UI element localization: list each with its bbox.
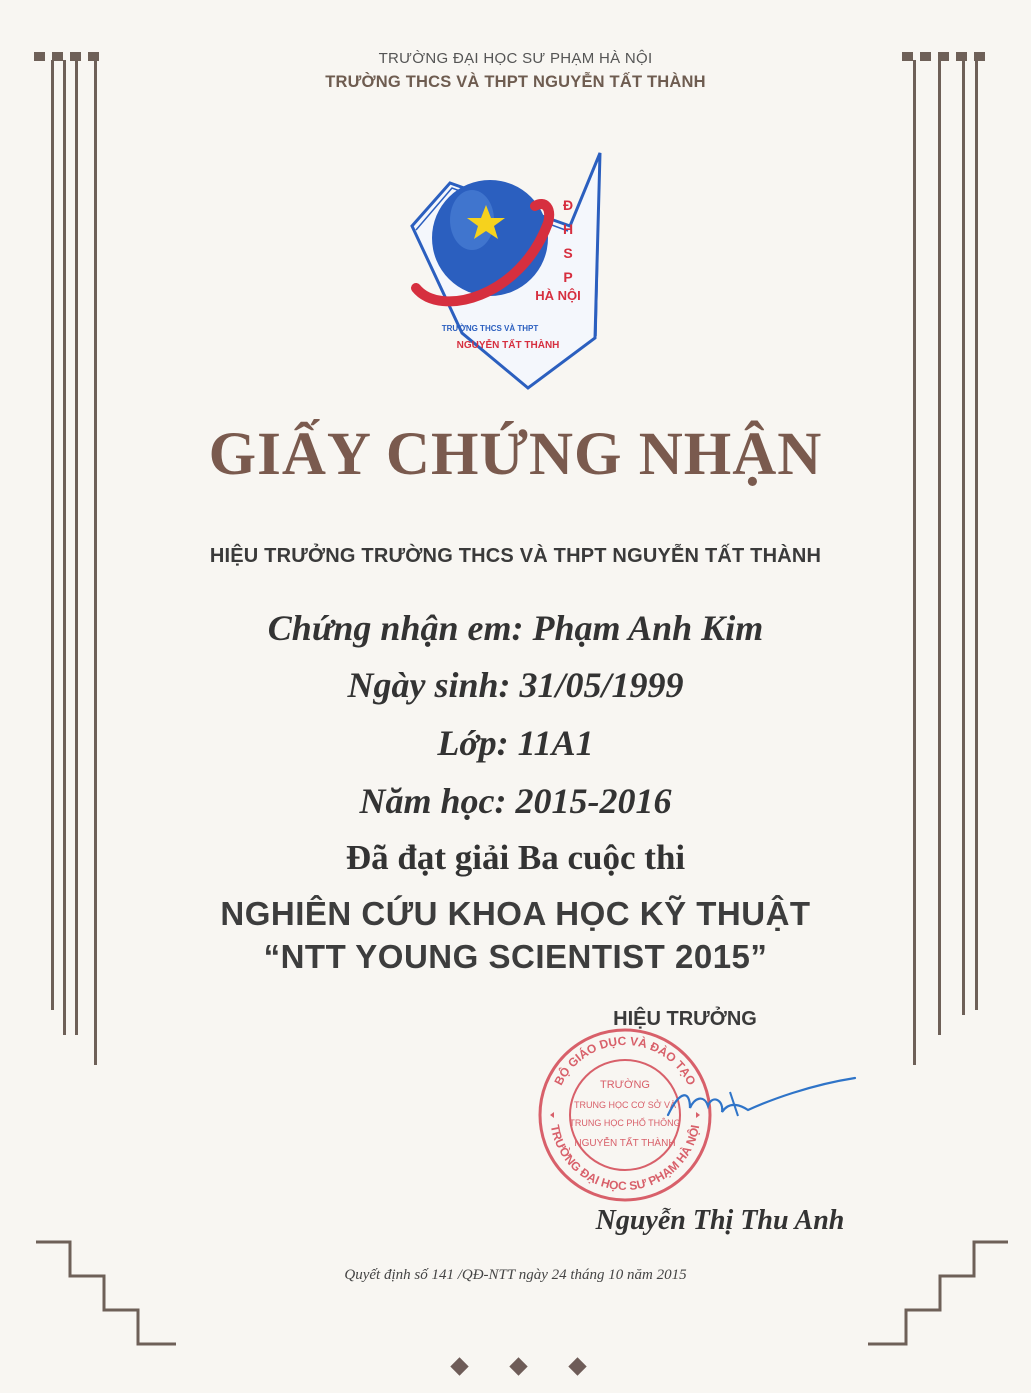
logo-letter-4: P (563, 269, 573, 285)
recipient-name-line: Chứng nhận em: Phạm Anh Kim (267, 608, 764, 648)
stamp-inner-2: TRUNG HỌC CƠ SỞ VÀ (574, 1100, 676, 1110)
principal-name: Nguyễn Thị Thu Anh (595, 1205, 845, 1236)
decision-reference: Quyết định số 141 /QĐ-NTT ngày 24 tháng 10 năm 2015 (344, 1267, 687, 1283)
date-of-birth-line: Ngày sinh: 31/05/1999 (347, 665, 684, 705)
award-line: Đã đạt giải Ba cuộc thi (345, 838, 686, 877)
logo-school-line1: TRƯỜNG THCS VÀ THPT (441, 324, 539, 333)
stamp-inner-1: TRƯỜNG (600, 1079, 650, 1091)
handwritten-signature (660, 1070, 860, 1130)
school-logo (400, 148, 605, 393)
diamond-ornament (509, 1357, 527, 1375)
competition-name-line2: “NTT YOUNG SCIENTIST 2015” (263, 938, 768, 975)
university-name: TRƯỜNG ĐẠI HỌC SƯ PHẠM HÀ NỘI (378, 50, 653, 67)
diamond-ornament (568, 1357, 586, 1375)
class-line: Lớp: 11A1 (437, 723, 594, 763)
corner-steps-right (868, 1232, 1008, 1347)
stamp-inner-4: NGUYỄN TẤT THÀNH (574, 1138, 676, 1149)
signature-title: HIỆU TRƯỞNG (613, 1008, 757, 1030)
stamp-outer-bottom: TRƯỜNG ĐẠI HỌC SƯ PHẠM HÀ NỘI (547, 1123, 703, 1194)
logo-letter-1: Đ (562, 197, 574, 213)
diamond-ornament (450, 1357, 468, 1375)
stamp-outer-top: BỘ GIÁO DỤC VÀ ĐÀO TẠO (551, 1033, 699, 1088)
issuer-line: HIỆU TRƯỞNG TRƯỜNG THCS VÀ THPT NGUYỄN TẤT THÀNH (209, 545, 822, 567)
logo-school-line2: NGUYỄN TẤT THÀNH (456, 340, 560, 351)
certificate-title: GIẤY CHỨNG NHẬN (208, 421, 823, 488)
logo-letter-3: S (563, 245, 573, 261)
school-year-line: Năm học: 2015-2016 (359, 781, 672, 821)
globe-icon (432, 180, 548, 296)
corner-steps-left (36, 1232, 176, 1347)
school-name: TRƯỜNG THCS VÀ THPT NGUYỄN TẤT THÀNH (325, 73, 706, 91)
stamp-inner-3: TRUNG HỌC PHỔ THÔNG (569, 1118, 681, 1128)
competition-name-line1: NGHIÊN CỨU KHOA HỌC KỸ THUẬT (220, 895, 811, 932)
logo-letter-2: H (562, 221, 574, 237)
logo-city: HÀ NỘI (535, 288, 581, 303)
